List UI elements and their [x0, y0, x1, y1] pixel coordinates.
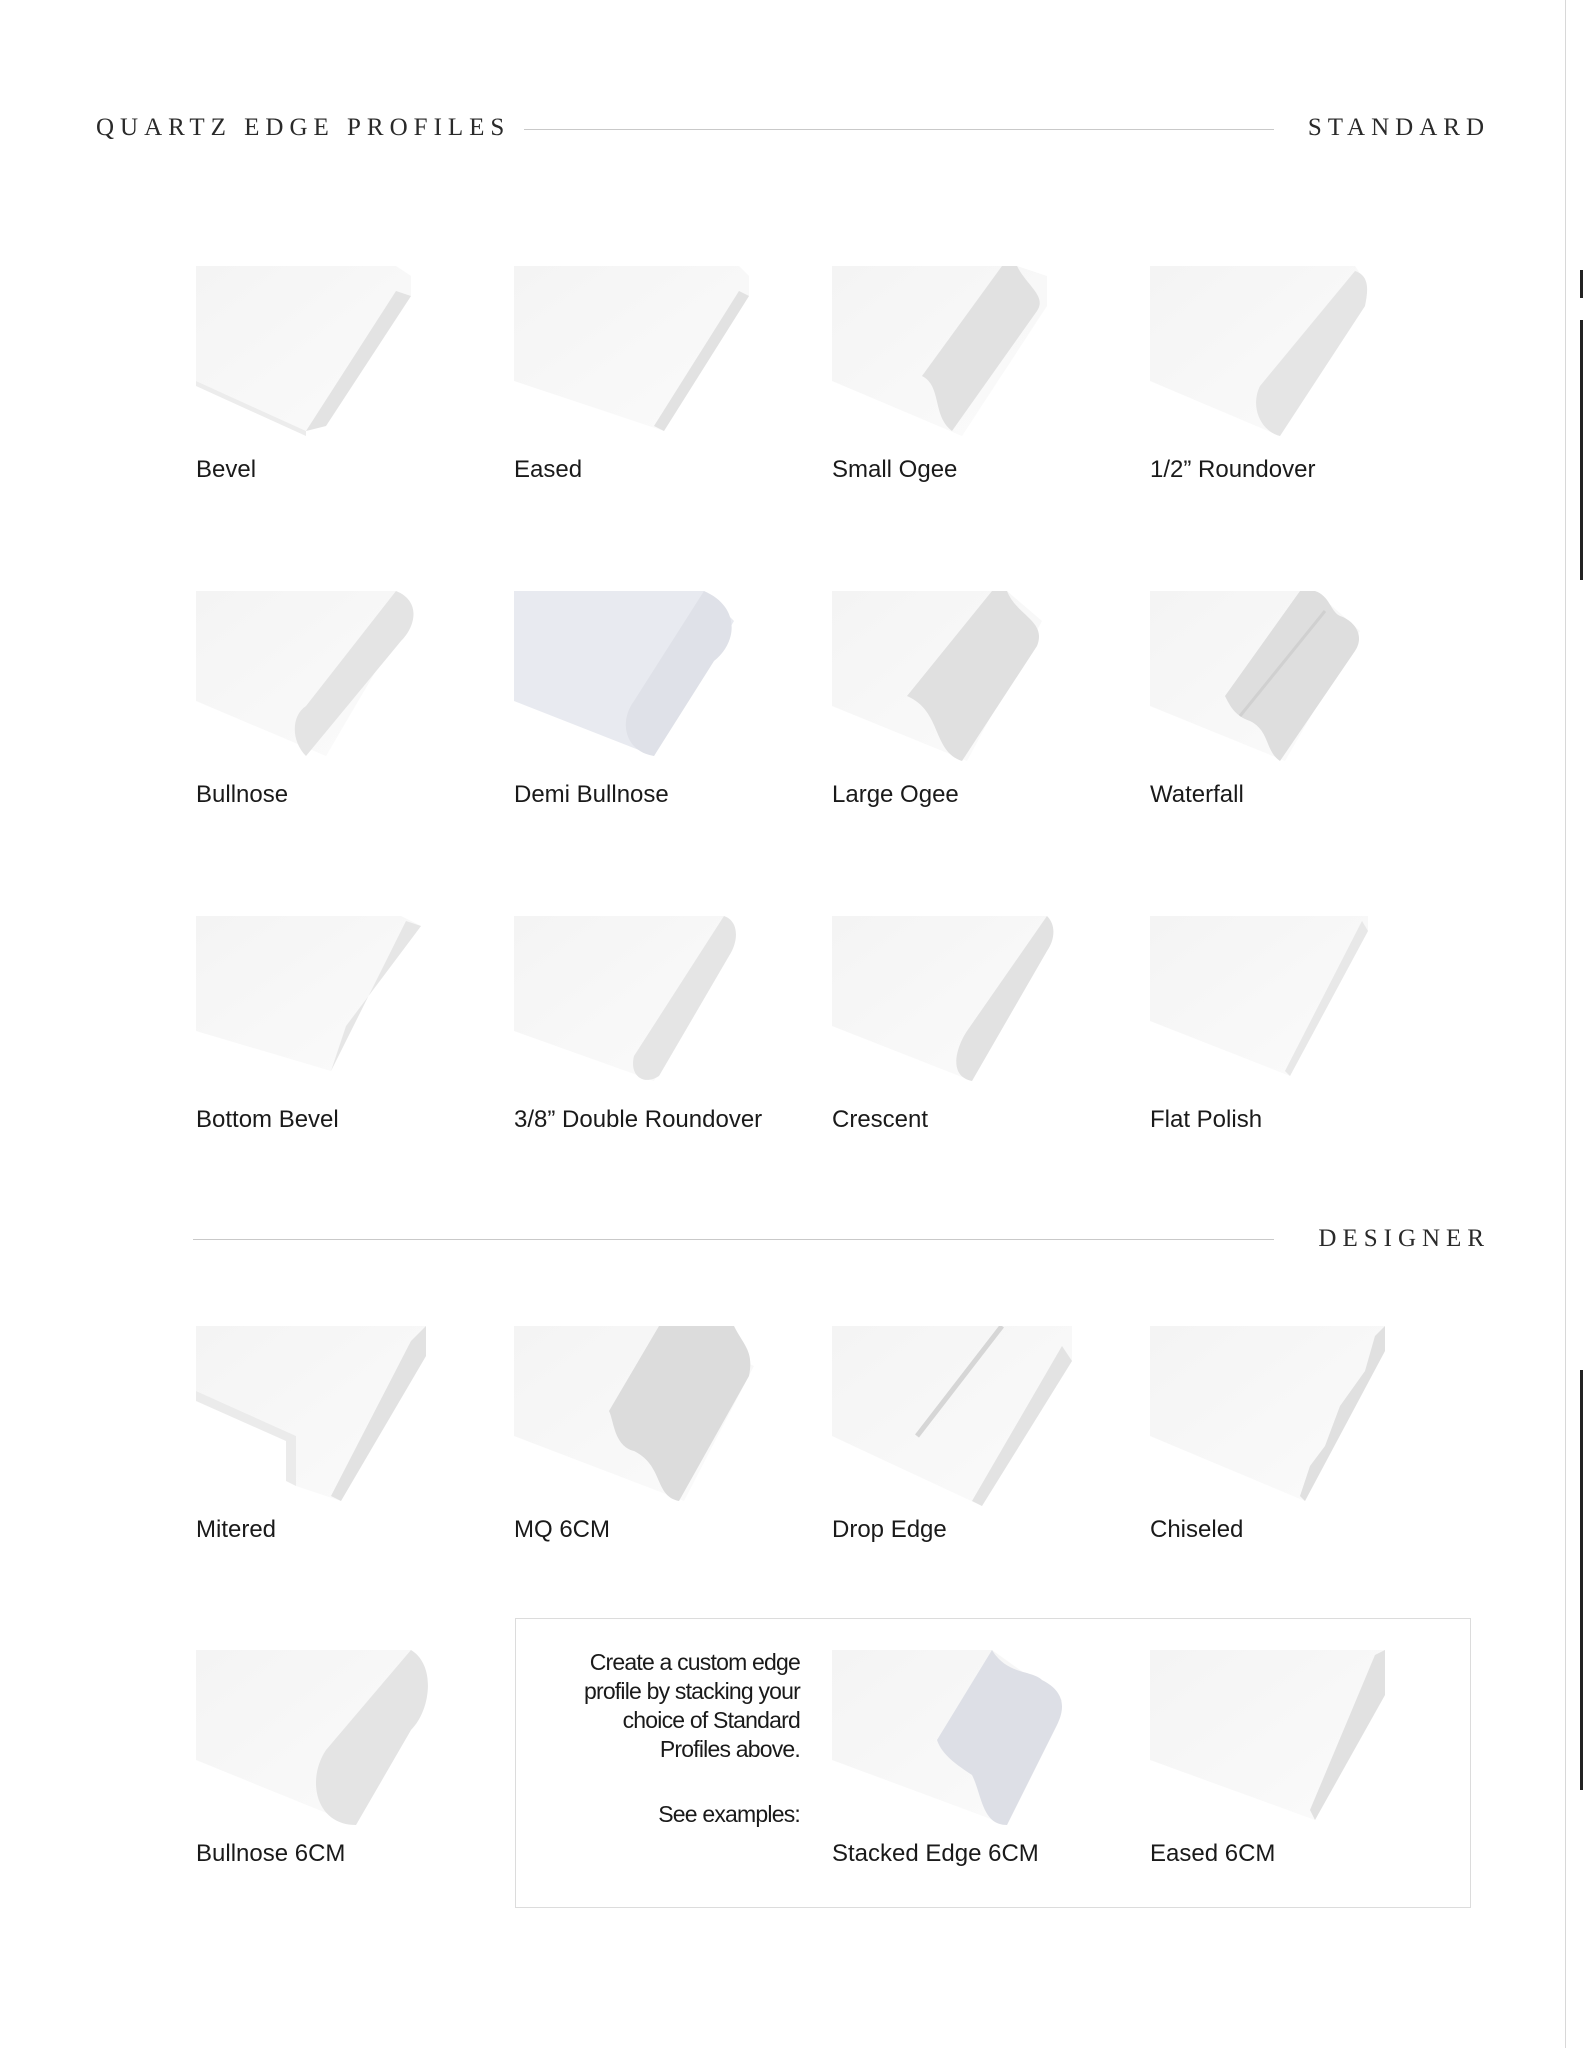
- profile-label: Large Ogee: [832, 781, 959, 808]
- crescent-edge-image: [832, 916, 1072, 1096]
- drop-edge-image: [832, 1326, 1072, 1506]
- profile-waterfall: [1150, 591, 1450, 851]
- profile-label: Demi Bullnose: [514, 781, 669, 808]
- profile-label: Eased: [514, 456, 583, 483]
- section-designer-label: DESIGNER: [1318, 1225, 1490, 1252]
- profile-label: Eased 6CM: [1150, 1840, 1276, 1867]
- profile-stacked-edge-6cm: [832, 1650, 1132, 1910]
- bevel-edge-image: [196, 266, 436, 446]
- profile-small-ogee: [832, 266, 1132, 526]
- profile-label: Flat Polish: [1150, 1106, 1263, 1133]
- page-title: QUARTZ EDGE PROFILES: [96, 114, 511, 141]
- profile-double-roundover: [514, 916, 814, 1176]
- profile-half-roundover: [1150, 266, 1450, 526]
- profile-label: Crescent: [832, 1106, 929, 1133]
- profile-label: Mitered: [196, 1516, 277, 1543]
- large-ogee-edge-image: [832, 591, 1072, 771]
- profile-flat-polish: [1150, 916, 1450, 1176]
- profile-mq-6cm: [514, 1326, 814, 1586]
- profile-label: Bullnose: [196, 781, 289, 808]
- eased-edge-image: [514, 266, 754, 446]
- flat-polish-edge-image: [1150, 916, 1390, 1096]
- profile-crescent: [832, 916, 1132, 1176]
- profile-eased-6cm: [1150, 1650, 1450, 1910]
- page-edge: [1565, 0, 1583, 2048]
- see-examples-label: See examples:: [658, 1801, 800, 1827]
- profile-eased: [514, 266, 814, 526]
- profile-label: Small Ogee: [832, 456, 958, 483]
- profile-mitered: [196, 1326, 496, 1586]
- eased-6cm-edge-image: [1150, 1650, 1390, 1830]
- header-rule: [524, 129, 1274, 130]
- waterfall-edge-image: [1150, 591, 1390, 771]
- chiseled-edge-image: [1150, 1326, 1390, 1506]
- profile-bottom-bevel: [196, 916, 496, 1176]
- double-roundover-edge-image: [514, 916, 754, 1096]
- profile-bevel: [196, 266, 496, 526]
- profile-bullnose-6cm: [196, 1650, 496, 1910]
- profile-label: 1/2” Roundover: [1150, 456, 1316, 483]
- profile-chiseled: [1150, 1326, 1450, 1586]
- profile-label: Bullnose 6CM: [196, 1840, 346, 1867]
- designer-rule: [193, 1239, 1274, 1240]
- bottom-bevel-edge-image: [196, 916, 436, 1096]
- profile-label: MQ 6CM: [514, 1516, 610, 1543]
- mitered-edge-image: [196, 1326, 436, 1506]
- profile-label: Waterfall: [1150, 781, 1244, 808]
- profile-label: Drop Edge: [832, 1516, 947, 1543]
- roundover-edge-image: [1150, 266, 1390, 446]
- profile-label: 3/8” Double Roundover: [514, 1106, 763, 1133]
- profile-demi-bullnose: [514, 591, 814, 851]
- demi-bullnose-edge-image: [514, 591, 754, 771]
- profile-label: Bottom Bevel: [196, 1106, 339, 1133]
- profile-label: Stacked Edge 6CM: [832, 1840, 1039, 1867]
- profile-label: Chiseled: [1150, 1516, 1244, 1543]
- mq-6cm-edge-image: [514, 1326, 754, 1506]
- bullnose-6cm-edge-image: [196, 1650, 436, 1830]
- bullnose-edge-image: [196, 591, 436, 771]
- profile-label: Bevel: [196, 456, 257, 483]
- profile-bullnose: [196, 591, 496, 851]
- stacked-edge-6cm-image: [832, 1650, 1072, 1830]
- profile-drop-edge: [832, 1326, 1132, 1586]
- profile-large-ogee: [832, 591, 1132, 851]
- section-standard-label: STANDARD: [1307, 114, 1490, 141]
- custom-edge-description: Create a custom edge profile by stacking your choice of Standard Profiles above.: [583, 1649, 800, 1762]
- small-ogee-edge-image: [832, 266, 1072, 446]
